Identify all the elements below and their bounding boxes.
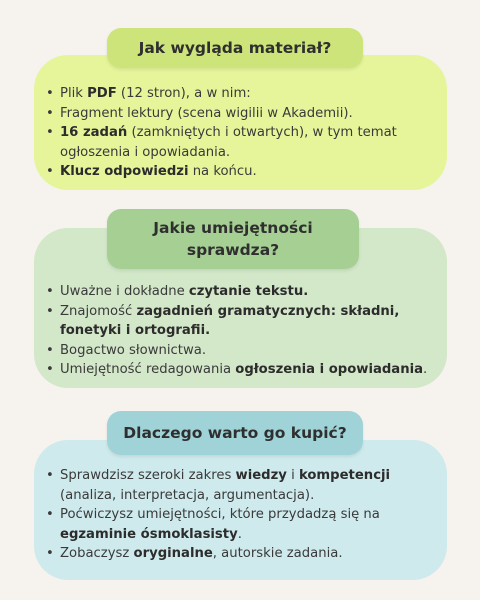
bullet-text: Zobaczysz: [60, 546, 134, 561]
bullet-text-bold: czytanie tekstu.: [188, 284, 309, 299]
bullet-text: Bogactwo słownictwa.: [60, 342, 207, 358]
bullet-text: .: [423, 362, 428, 377]
bullet-text: na końcu.: [188, 164, 257, 179]
bullet-text-bold: egzaminie ósmoklasisty: [60, 526, 238, 542]
bullet-text-bold: 16 zadań: [60, 125, 128, 140]
bullet-item: [46, 302, 441, 341]
bullet-item: [46, 84, 441, 104]
bullet-text: .: [237, 526, 242, 542]
section-why-buy-title: Dlaczego warto go kupić?: [107, 411, 363, 455]
bullet-text: Plik: [60, 86, 88, 101]
bullet-item: [46, 341, 441, 361]
bullet-text-bold: PDF: [87, 86, 117, 101]
bullet-text: Sprawdzisz szeroki zakres: [60, 468, 236, 483]
bullet-text: Poćwiczysz umiejętności, które przydadzą się na: [60, 507, 380, 522]
bullet-item: [46, 544, 441, 564]
bullet-text: Znajomość: [60, 303, 137, 319]
bullet-text-bold: ogłoszenia i opowiadania: [235, 362, 424, 377]
bullet-text-bold: Klucz odpowiedzi: [60, 164, 189, 179]
section-what-material-title: Jak wygląda materiał?: [107, 28, 363, 68]
bullet-item: [46, 123, 441, 162]
bullet-text: Fragment lektury (scena wigilii w Akademii).: [60, 105, 353, 121]
bullet-text: (analiza, interpretacja, argumentacja).: [60, 487, 315, 503]
bullet-text-bold: kompetencji: [298, 468, 391, 483]
bullet-text-bold: wiedzy: [235, 468, 287, 483]
bullet-text: , autorskie zadania.: [212, 546, 343, 561]
bullet-text: Umiejętność redagowania: [60, 362, 236, 377]
bullet-item: [46, 466, 441, 505]
bullet-item: [46, 505, 441, 544]
bullet-item: [46, 282, 441, 302]
bullet-text: Uważne i dokładne: [60, 284, 189, 299]
section-why-buy-list: [46, 466, 441, 564]
section-skills-title: Jakie umiejętności sprawdza?: [107, 209, 359, 269]
bullet-item: [46, 162, 441, 182]
bullet-text-bold: zagadnień gramatycznych: składni, fonetyki i ortografii.: [60, 303, 400, 338]
bullet-text-bold: oryginalne: [133, 546, 213, 561]
bullet-text: i: [286, 468, 299, 483]
bullet-item: [46, 360, 441, 380]
section-what-material-list: [46, 84, 441, 182]
section-skills-list: [46, 282, 441, 380]
bullet-item: [46, 104, 441, 124]
bullet-text: (zamkniętych i otwartych), w tym temat ogłoszenia i opowiadania.: [60, 125, 397, 160]
bullet-text: (12 stron), a w nim:: [116, 86, 251, 101]
